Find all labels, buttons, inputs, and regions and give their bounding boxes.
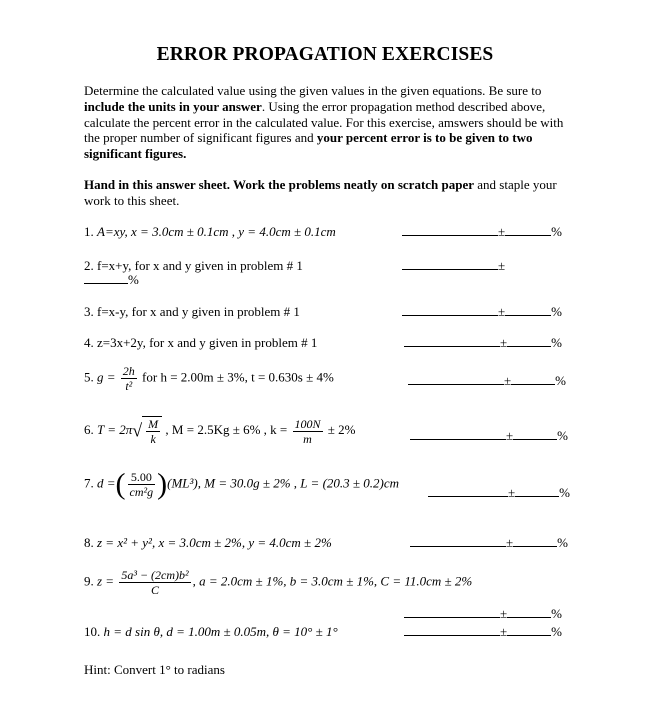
problem-10 — [84, 624, 338, 640]
plus-minus: ± — [498, 224, 506, 239]
hint-text: Hint: Convert 1° to radians — [84, 662, 225, 677]
equation-lhs: T = 2π — [97, 421, 133, 437]
instructions-bold: Hand in this answer sheet. Work the problems neatly on scratch paper — [84, 177, 475, 192]
problem-1 — [84, 224, 336, 240]
answer-line-6 — [410, 428, 568, 444]
problem-text: for h = 2.00m ± 3%, t = 0.630s ± 4% — [142, 369, 334, 385]
problem-text: z=3x+2y, for x and y given in problem # 1 — [97, 335, 318, 350]
fraction-denominator: C — [150, 583, 159, 597]
answer-line-10 — [404, 624, 562, 640]
paren-open: ( — [115, 467, 126, 501]
plus-minus: ± — [504, 373, 512, 388]
equation-lhs: g = — [97, 369, 116, 385]
problem-number: 4. — [84, 335, 94, 350]
percent-sign: % — [551, 224, 562, 239]
plus-minus: ± — [500, 606, 508, 621]
problem-text: f=x+y, for x and y given in problem # 1 — [97, 258, 303, 273]
error-blank[interactable] — [515, 485, 559, 497]
answer-line-8 — [410, 535, 568, 551]
answer-line-7 — [428, 485, 570, 501]
plus-minus: ± — [498, 304, 506, 319]
value-blank[interactable] — [402, 258, 498, 270]
fraction-numerator: 100N — [294, 416, 321, 431]
problem-3 — [84, 304, 300, 320]
problem-text: (ML³), M = 30.0g ± 2% , L = (20.3 ± 0.2)cm — [167, 475, 400, 491]
problem-6 — [84, 416, 355, 446]
radical — [142, 416, 162, 446]
percent-sign: % — [557, 428, 568, 443]
fraction-numerator: 5a³ − (2cm)b² — [121, 568, 189, 582]
intro-text-1: Determine the calculated value using the given values in the given equations. Be sure to — [84, 83, 542, 98]
error-blank[interactable] — [505, 224, 551, 236]
problem-number: 8. — [84, 535, 94, 550]
value-blank[interactable] — [410, 428, 506, 440]
problem-number: 7. — [84, 475, 94, 491]
plus-minus: ± — [506, 428, 514, 443]
problem-number: 2. — [84, 258, 94, 273]
percent-sign: % — [555, 373, 566, 388]
plus-minus: ± — [506, 535, 514, 550]
problem-text: A=xy, x = 3.0cm ± 0.1cm , y = 4.0cm ± 0.1cm — [97, 224, 336, 239]
problem-text: f=x-y, for x and y given in problem # 1 — [97, 304, 300, 319]
plus-minus: ± — [500, 624, 508, 639]
percent-sign: % — [559, 485, 570, 500]
radical-sign: √ — [132, 420, 143, 441]
answer-line-2-wrap — [84, 272, 139, 288]
problem-number: 6. — [84, 421, 94, 437]
error-blank[interactable] — [511, 373, 555, 385]
problem-number: 1. — [84, 224, 94, 239]
problem-number: 5. — [84, 369, 94, 385]
instructions-paragraph — [84, 177, 574, 209]
answer-line-2 — [402, 258, 505, 274]
fraction — [146, 417, 160, 446]
plus-minus: ± — [508, 485, 516, 500]
page-title: ERROR PROPAGATION EXERCISES — [156, 44, 494, 65]
error-blank[interactable] — [513, 535, 557, 547]
intro-bold-1: include the units in your answer — [84, 98, 262, 114]
problem-text: z = x² + y², x = 3.0cm ± 2%, y = 4.0cm ± 2% — [97, 535, 332, 550]
error-blank[interactable] — [507, 606, 551, 618]
fraction-numerator: M — [148, 417, 159, 431]
fraction-numerator: 2h — [122, 364, 135, 378]
problem-text: h = d sin θ, d = 1.00m ± 0.05m, θ = 10° ± 1° — [103, 624, 338, 639]
equation-lhs: z = — [97, 573, 115, 589]
problem-4 — [84, 335, 317, 351]
error-blank[interactable] — [513, 428, 557, 440]
percent-sign: % — [128, 272, 139, 287]
error-blank[interactable] — [84, 272, 128, 284]
value-blank[interactable] — [404, 335, 500, 347]
problem-8 — [84, 535, 332, 551]
plus-minus: ± — [500, 335, 508, 350]
fraction — [293, 417, 323, 446]
value-blank[interactable] — [402, 224, 498, 236]
error-blank[interactable] — [507, 624, 551, 636]
fraction-denominator: k — [150, 432, 156, 446]
value-blank[interactable] — [428, 485, 508, 497]
value-blank[interactable] — [410, 535, 506, 547]
answer-line-4 — [404, 335, 562, 351]
fraction — [119, 568, 190, 597]
problem-number: 3. — [84, 304, 94, 319]
intro-text-2: . Using the error propagation method described above, calculate the percent error in the calculated value. For this exercise, amswers should be with the proper number of significant figures and — [84, 98, 564, 146]
value-blank[interactable] — [404, 624, 500, 636]
fraction — [121, 364, 137, 393]
percent-sign: % — [551, 606, 562, 621]
fraction-denominator: t² — [125, 379, 133, 393]
fraction-numerator: 5.00 — [128, 470, 156, 485]
answer-line-9 — [404, 606, 562, 622]
problem-text: , M = 2.5Kg ± 6% , k = — [165, 421, 288, 437]
answer-line-1 — [402, 224, 562, 240]
problem-5 — [84, 364, 334, 393]
problem-text: , a = 2.0cm ± 1%, b = 3.0cm ± 1%, C = 11.0cm ± 2% — [192, 573, 473, 589]
intro-paragraph — [84, 83, 574, 162]
paren-close: ) — [157, 467, 168, 501]
problem-9 — [84, 568, 472, 597]
value-blank[interactable] — [404, 606, 500, 618]
problem-text-end: ± 2% — [327, 421, 356, 437]
answer-line-5 — [408, 373, 566, 389]
percent-sign: % — [557, 535, 568, 550]
fraction-denominator: m — [303, 431, 312, 446]
problem-number: 10. — [84, 624, 101, 639]
fraction — [128, 470, 156, 499]
percent-sign: % — [551, 624, 562, 639]
percent-sign: % — [551, 335, 562, 350]
instructions-text: and staple your work to this sheet. — [84, 177, 557, 208]
value-blank[interactable] — [408, 373, 504, 385]
percent-sign: % — [551, 304, 562, 319]
answer-line-3 — [402, 304, 562, 320]
equation-lhs: d = — [97, 475, 116, 491]
error-blank[interactable] — [505, 304, 551, 316]
problem-number: 9. — [84, 573, 94, 589]
fraction-denominator: cm²g — [129, 485, 154, 499]
error-blank[interactable] — [507, 335, 551, 347]
problem-7 — [84, 467, 400, 501]
intro-bold-2: your percent error is to be given to two significant figures. — [84, 130, 533, 162]
plus-minus: ± — [498, 258, 506, 273]
value-blank[interactable] — [402, 304, 498, 316]
